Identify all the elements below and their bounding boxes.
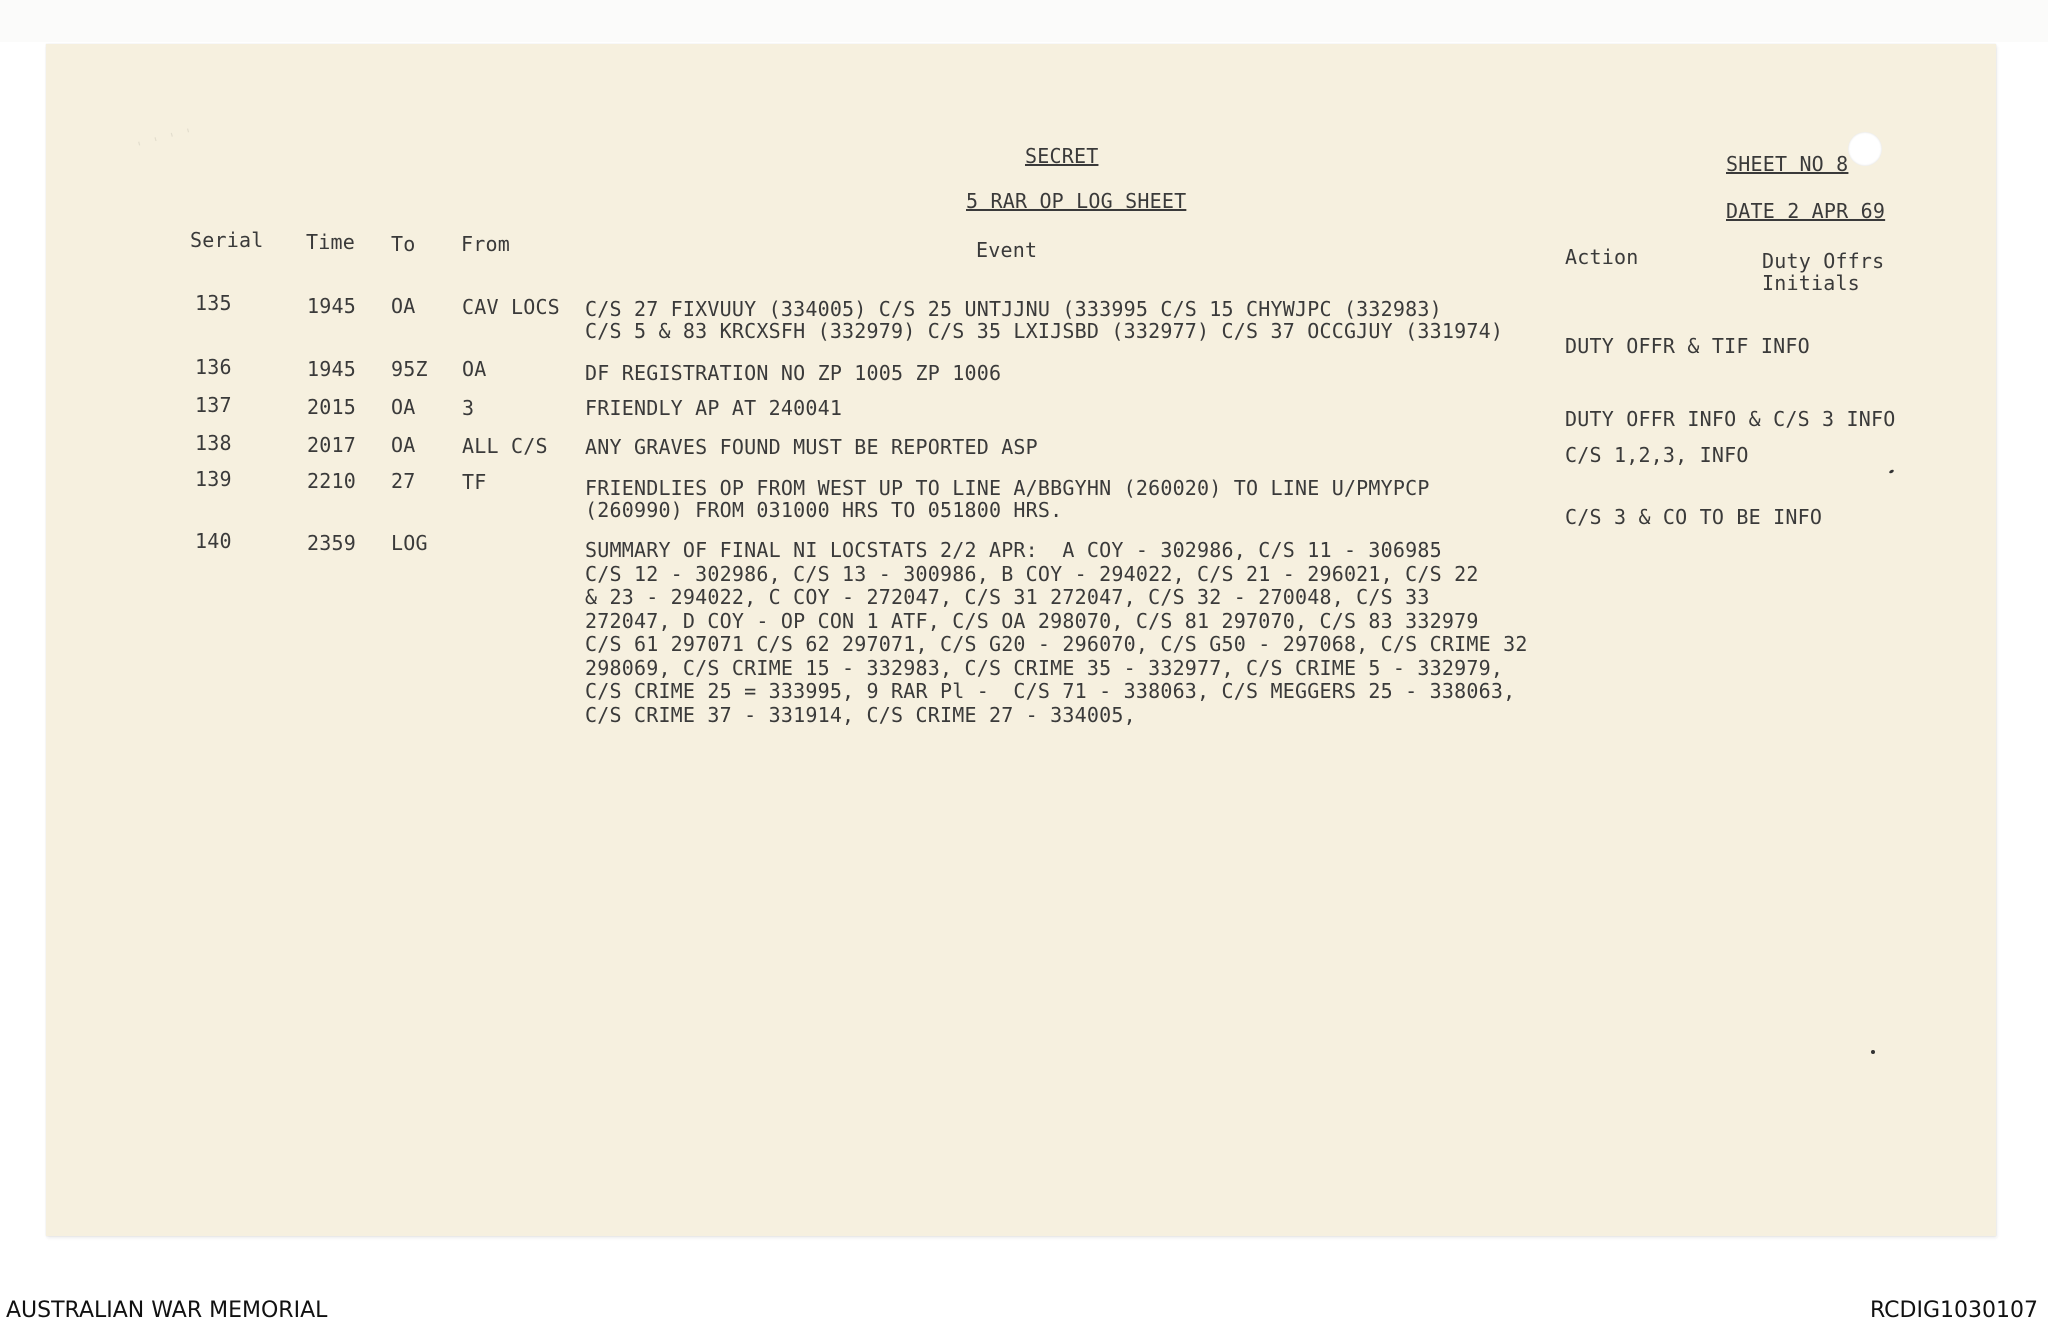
- row-140-action: C/S 3 & CO TO BE INFO: [1565, 505, 1823, 529]
- row-138-serial: 138: [195, 431, 232, 455]
- row-137-serial: 137: [195, 393, 232, 417]
- column-header-action: Action: [1565, 245, 1639, 269]
- sheet-number: SHEET NO 8: [1726, 152, 1849, 176]
- row-136-event: DF REGISTRATION NO ZP 1005 ZP 1006: [585, 361, 1002, 385]
- row-140-time: 2359: [307, 531, 356, 555]
- stray-mark: [1871, 1050, 1875, 1054]
- row-135-serial: 135: [195, 291, 232, 315]
- row-135-event: C/S 27 FIXVUUY (334005) C/S 25 UNTJJNU (333995 C/S 15 CHYWJPC (332983) C/S 5 & 83 KRCXSFH (332979) C/S 35 LXIJSBD (332977) C/S 37 OCCGJUY (331974): [585, 297, 1504, 343]
- row-137-time: 2015: [307, 395, 356, 419]
- row-138-event: ANY GRAVES FOUND MUST BE REPORTED ASP: [585, 435, 1038, 459]
- row-138-action: DUTY OFFR INFO & C/S 3 INFO: [1565, 407, 1896, 431]
- row-136-action: DUTY OFFR & TIF INFO: [1565, 334, 1810, 358]
- row-138-from: ALL C/S: [462, 434, 548, 458]
- emboss-mark: ' ' ' ': [134, 125, 196, 157]
- row-139-to: 27: [391, 469, 416, 493]
- row-140-event: SUMMARY OF FINAL NI LOCSTATS 2/2 APR: A COY - 302986, C/S 11 - 306985 C/S 12 - 302986, C/S 13 - 300986, B COY - 294022, C/S 21 - 296021, C/S 22 & 23 - 294022, C COY - 272047, C/S 31 272047, C/S 32 - 270048, C/S 33 272047, D COY - OP CON 1 ATF, C/S OA 298070, C/S 81 297070, C/S 83 332979 C/S 61 297071 C/S 62 297071, C/S G20 - 296070, C/S G50 - 297068, C/S CRIME 32 298069, C/S CRIME 15 - 332983, C/S CRIME 35 - 332977, C/S CRIME 5 - 332979, C/S CRIME 25 = 333995, 9 RAR Pl - C/S 71 - 338063, C/S MEGGERS 25 - 338063, C/S CRIME 37 - 331914, C/S CRIME 27 - 334005,: [585, 538, 1528, 727]
- row-139-from: TF: [462, 470, 487, 494]
- row-137-event: FRIENDLY AP AT 240041: [585, 396, 843, 420]
- punch-hole: [1848, 132, 1882, 166]
- row-136-to: 95Z: [391, 357, 428, 381]
- row-140-serial: 140: [195, 529, 232, 553]
- row-138-to: OA: [391, 433, 416, 457]
- scanner-top-band: [0, 0, 2048, 42]
- archive-reference: RCDIG1030107: [1869, 1298, 2038, 1323]
- row-137-from: 3: [462, 396, 475, 420]
- row-135-time: 1945: [307, 294, 356, 318]
- row-138-time: 2017: [307, 433, 356, 457]
- row-136-time: 1945: [307, 357, 356, 381]
- row-140-to: LOG: [391, 531, 428, 555]
- column-header-time: Time: [306, 230, 355, 254]
- row-136-serial: 136: [195, 355, 232, 379]
- row-139-event: FRIENDLIES OP FROM WEST UP TO LINE A/BBGYHN (260020) TO LINE U/PMYPCP (260990) FROM 031000 HRS TO 051800 HRS.: [585, 476, 1430, 522]
- row-135-from: CAV LOCS: [462, 295, 560, 319]
- row-139-time: 2210: [307, 469, 356, 493]
- column-header-initials: Duty Offrs Initials: [1762, 249, 1885, 295]
- row-137-to: OA: [391, 395, 416, 419]
- sheet-date: DATE 2 APR 69: [1726, 199, 1886, 223]
- row-136-from: OA: [462, 357, 487, 381]
- sheet-title: 5 RAR OP LOG SHEET: [966, 189, 1187, 213]
- row-135-to: OA: [391, 294, 416, 318]
- archive-credit: AUSTRALIAN WAR MEMORIAL: [6, 1298, 328, 1323]
- classification-heading: SECRET: [1025, 144, 1099, 168]
- row-139-serial: 139: [195, 467, 232, 491]
- column-header-from: From: [461, 232, 510, 256]
- column-header-serial: Serial: [190, 228, 264, 252]
- column-header-event: Event: [976, 238, 1038, 262]
- row-139-action: C/S 1,2,3, INFO: [1565, 443, 1749, 467]
- column-header-to: To: [391, 232, 416, 256]
